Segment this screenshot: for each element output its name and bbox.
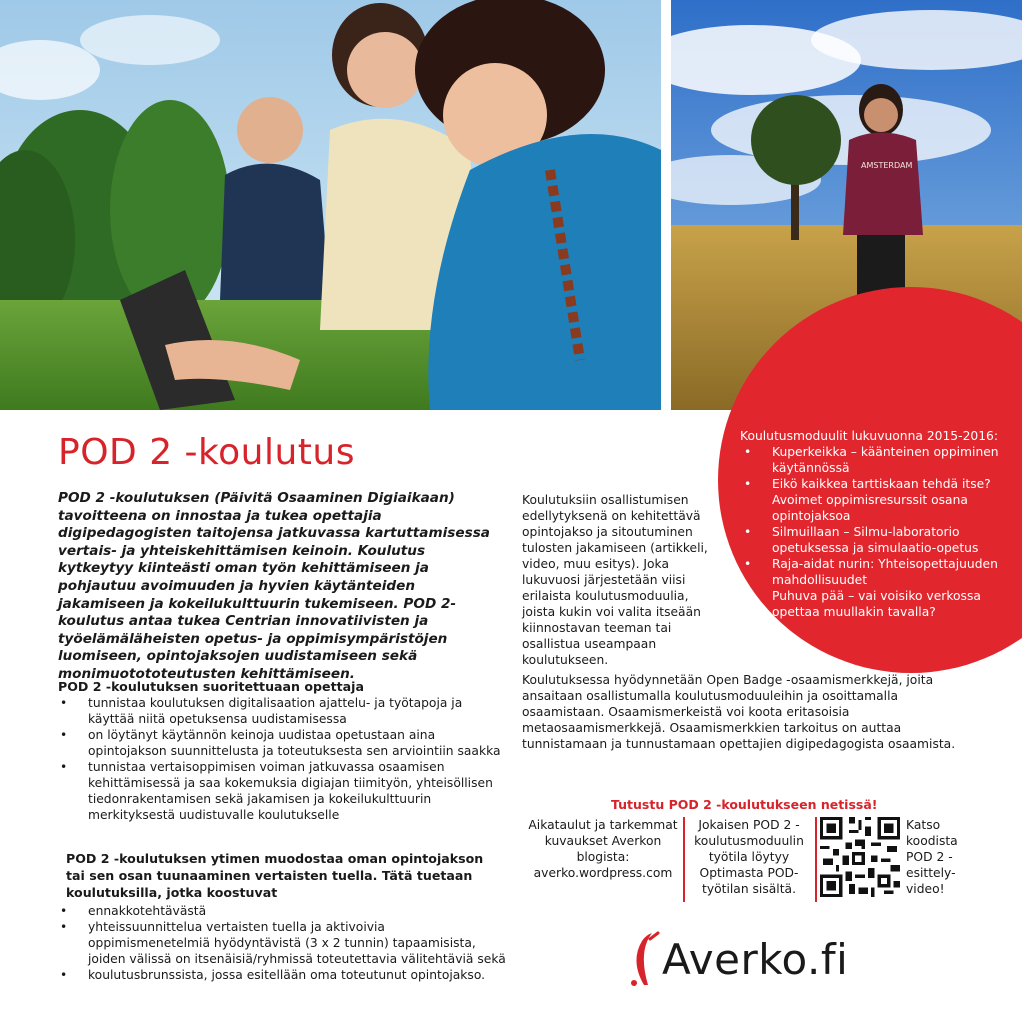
module-item: • Eikö kaikkea tarttiskaan tehdä itse? Avoimet oppimisresurssit osana opintojaksoa — [740, 476, 1020, 524]
section2-heading: POD 2 -koulutuksen ytimen muodostaa oman opintojakson tai sen osan tuunaaminen vertaisten tuella. Tätä tuetaan koulutuksilla, jotka koostuvat — [66, 851, 484, 900]
list-item: • tunnistaa vertaisoppimisen voiman jatkuvassa osaamisen kehittämisessä ja saa kokemuksia digiajan tiimityön, yhteisöllisen tiedonrakentamisen sekä jakamisen ja kokeilukulttuurin merkityksestä uudistuvalle koulutukselle — [58, 759, 510, 823]
page-title: POD 2 -koulutus — [58, 432, 355, 473]
section1-heading: POD 2 -koulutuksen suoritettuaan opettaja — [58, 679, 364, 694]
video-info: Katso koodista POD 2 -esittely-video! — [906, 818, 958, 896]
blog-info: Aikataulut ja tarkemmat kuvaukset Averkon blogista: averko.wordpress.com — [528, 818, 678, 880]
optima-info: Jokaisen POD 2 -koulutusmoduulin työtila löytyy Optimasta POD-työtilan sisältä. — [694, 818, 804, 896]
list-item: • on löytänyt käytännön keinoja uudistaa opetustaan aina opintojakson suunnittelusta ja toteutuksesta sen arviointiin saakka — [58, 727, 510, 759]
intro-paragraph: POD 2 -koulutuksen (Päivitä Osaaminen Digiaikaan) tavoitteena on innostaa ja tukea opettajia digipedagogisten taitojensa jatkuvassa kartuttamisessa vertais- ja yhteiskehittämisen keinoin. Koulutus kytkeytyy kiinteästi oman työn kehittämiseen ja pohjautuu avoimuuden ja hyvien käytänteiden jakamiseen ja kokeilukulttuurin tukemiseen. POD 2-koulutus antaa tukea Centrian innovatiivisten ja työelämäläheisten opetus- ja oppimisympäristöjen luomiseen, opintojaksojen uudistamiseen sekä monimuotototeutusten kehittämiseen. — [58, 490, 490, 682]
cta-heading: Tutustu POD 2 -koulutukseen netissä! — [611, 797, 878, 812]
photo-teachers-with-tablet — [0, 0, 661, 410]
list-item: • koulutusbrunssista, jossa esitellään oma toteutunut opintojakso. — [58, 967, 510, 983]
svg-text:AMSTERDAM: AMSTERDAM — [861, 161, 913, 170]
modules-title: Koulutusmoduulit lukuvuonna 2015-2016: — [740, 429, 999, 443]
divider — [815, 817, 817, 902]
module-item: • Silmuillaan – Silmu-laboratorio opetuksessa ja simulaatio-opetus — [740, 524, 1020, 556]
modules-box — [740, 428, 1020, 620]
section2-list — [58, 903, 510, 983]
section1-list — [58, 695, 510, 823]
qr-code-icon[interactable] — [820, 817, 900, 897]
module-item: • Raja-aidat nurin: Yhteisopettajuuden mahdollisuudet — [740, 556, 1020, 588]
module-item: • Kuperkeikka – käänteinen oppiminen käytännössä — [740, 444, 1020, 476]
participation-paragraph: Koulutuksiin osallistumisen edellytyksenä on kehitettävä opintojakso ja sitoutuminen tulosten jakamiseen (artikkeli, video, muu esitys). Joka lukuvuosi järjestetään viisi erilaista koulutusmoduulia, joista kukin voi valita itseään kiinnostavan teeman tai osallistua useampaan koulutukseen. — [522, 493, 708, 667]
averko-swoosh-icon — [626, 931, 662, 987]
list-item: • tunnistaa koulutuksen digitalisaation ajattelu- ja työtapoja ja käyttää niitä opetuksensa uudistamisessa — [58, 695, 510, 727]
divider — [683, 817, 685, 902]
module-item: • Puhuva pää – vai voisiko verkossa opettaa muullakin tavalla? — [740, 588, 1020, 620]
modules-list — [740, 444, 1020, 620]
open-badge-paragraph: Koulutuksessa hyödynnetään Open Badge -osaamismerkkejä, joita ansaitaan osallistumalla koulutusmoduuleihin ja osoittamalla osaamistaan. Osaamismerkeistä voi koota eritasoisia metaosaamismerkkejä. Osaamismerkkien tarkoitus on auttaa tunnistamaan ja tunnustamaan opettajien digipedagogista osaamista. — [522, 673, 956, 751]
list-item: • yhteissuunnittelua vertaisten tuella ja aktivoivia oppimismenetelmiä hyödyntävistä (3 x 2 tunnin) tapaamisista, joiden välissä on itsenäisiä/ryhmissä toteutettavia välitehtäviä sekä — [58, 919, 510, 967]
logo-text: Averko.fi — [662, 934, 849, 984]
averko-logo[interactable] — [626, 930, 848, 988]
list-item: • ennakkotehtävästä — [58, 903, 510, 919]
